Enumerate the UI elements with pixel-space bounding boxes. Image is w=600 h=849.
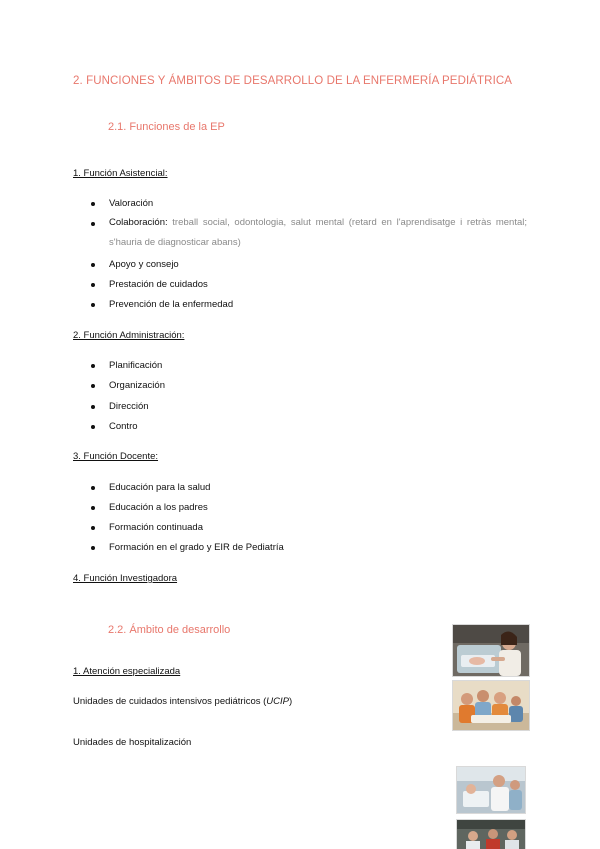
list-item-text: Educación a los padres (109, 502, 208, 513)
ucip-suffix: ) (288, 696, 293, 707)
list-item-text: Organización (109, 380, 165, 391)
list-item-text: Formación en el grado y EIR de Pediatría (109, 542, 284, 553)
bullet (91, 506, 95, 510)
bullet (91, 526, 95, 530)
ucip-abbr: UCIP (266, 696, 289, 707)
bullet (91, 303, 95, 307)
bullet (91, 425, 95, 429)
section-title-administracion: 2. Función Administración: (73, 330, 185, 341)
bullet (91, 486, 95, 490)
list-item-text: Formación continuada (109, 522, 203, 533)
list-item-text: Educación para la salud (109, 482, 211, 493)
list-item-text: Prevención de la enfermedad (109, 299, 234, 310)
pediatric-ward-photo (456, 766, 526, 814)
hospitalizacion-line: Unidades de hospitalización (73, 737, 192, 748)
icu-staff-photo (452, 680, 530, 731)
list-item-text: Dirección (109, 401, 149, 412)
bullet (91, 202, 95, 206)
bullet (91, 405, 95, 409)
colaboracion-label: Colaboración: (109, 217, 168, 228)
bullet (91, 546, 95, 550)
main-heading: 2. FUNCIONES Y ÁMBITOS DE DESARROLLO DE LA ENFERMERÍA PEDIÁTRICA (73, 75, 513, 87)
list-item-text: Planificación (109, 360, 163, 371)
list-item-text: Apoyo y consejo (109, 259, 179, 270)
section-title-asistencial: 1. Función Asistencial: (73, 168, 168, 179)
list-item-text: Prestación de cuidados (109, 279, 208, 290)
bullet (91, 364, 95, 368)
subheading-ambito: 2.2. Ámbito de desarrollo (108, 624, 231, 636)
bullet (91, 222, 95, 226)
hospital-scene-photo (456, 819, 526, 849)
subheading-funciones: 2.1. Funciones de la EP (108, 121, 225, 133)
list-item-text: Valoración (109, 198, 154, 209)
bullet (91, 384, 95, 388)
ucip-prefix: Unidades de cuidados intensivos pediátricos ( (73, 696, 267, 707)
bullet (91, 263, 95, 267)
section-title-especializada: 1. Atención especializada (73, 666, 181, 677)
list-item-text: Contro (109, 421, 138, 432)
colaboracion-paragraph (109, 213, 527, 253)
colaboracion-text: treball social, odontologia, salut mental (retard en l'aprendisatge i retràs mental; s'hauria de diagnosticar abans) (109, 217, 528, 248)
bullet (91, 283, 95, 287)
section-title-investigadora: 4. Función Investigadora (73, 573, 178, 584)
nurse-incubator-photo (452, 624, 530, 677)
ucip-line (73, 696, 292, 707)
section-title-docente: 3. Función Docente: (73, 451, 159, 462)
